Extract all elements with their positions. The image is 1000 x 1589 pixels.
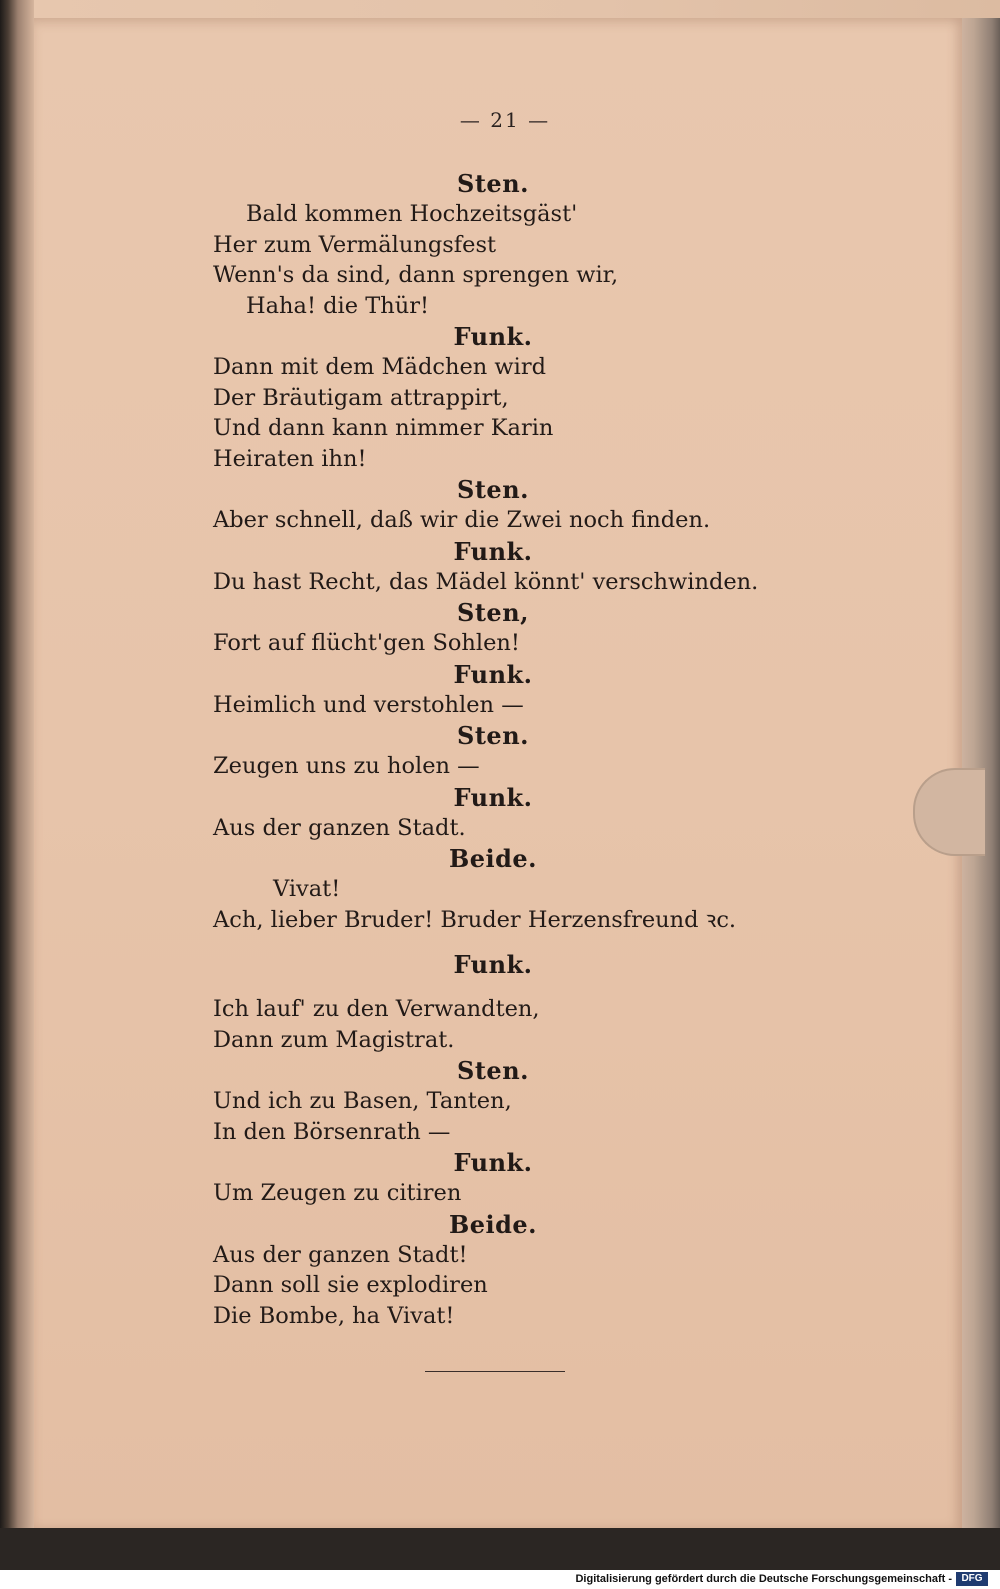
- end-rule: [425, 1371, 565, 1372]
- verse-line: Dann soll sie explodiren: [213, 1272, 488, 1298]
- speaker-name: Funk.: [453, 536, 533, 566]
- verse-line: Fort auf flücht'gen Sohlen!: [213, 630, 520, 656]
- dfg-logo: DFG: [956, 1572, 988, 1586]
- verse-line: In den Börsenrath —: [213, 1118, 451, 1145]
- verse-line: Heimlich und verstohlen —: [213, 691, 524, 718]
- footer-credit: Digitalisierung gefördert durch die Deutsche Forschungsgemeinschaft -: [575, 1573, 952, 1585]
- verse-line: Zeugen uns zu holen —: [213, 753, 480, 779]
- verse-line: Dann zum Magistrat.: [213, 1026, 455, 1053]
- verse-line: Die Bombe, ha Vivat!: [213, 1302, 455, 1329]
- verse-line: Um Zeugen zu citiren: [213, 1180, 462, 1206]
- book-spine: [0, 0, 34, 1589]
- speaker-name: Sten.: [457, 1056, 529, 1085]
- speaker-name: Sten,: [457, 598, 529, 627]
- verse-text: [213, 168, 773, 1331]
- verse-line: Du hast Recht, das Mädel könnt' verschwinden.: [213, 568, 759, 595]
- verse-line: Ach, lieber Bruder! Bruder Herzensfreund ꝛc.: [213, 906, 737, 933]
- verse-line: Haha! die Thür!: [246, 292, 429, 319]
- verse-line: Aus der ganzen Stadt.: [213, 814, 466, 841]
- page-number: — 21 —: [459, 108, 551, 132]
- verse-line: Aber schnell, daß wir die Zwei noch finden.: [213, 507, 711, 533]
- speaker-name: Sten.: [457, 721, 529, 750]
- stanza-gap: [213, 935, 773, 949]
- speaker-name: Funk.: [453, 659, 533, 689]
- verse-line: Und ich zu Basen, Tanten,: [213, 1088, 512, 1114]
- verse-line: Der Bräutigam attrappirt,: [213, 384, 509, 411]
- verse-line: Dann mit dem Mädchen wird: [213, 354, 547, 380]
- stanza-gap: [213, 980, 773, 994]
- verse-line: Vivat!: [273, 876, 341, 902]
- verse-line: Aus der ganzen Stadt!: [213, 1241, 468, 1268]
- speaker-name: Beide.: [448, 844, 538, 873]
- verse-line: Ich lauf' zu den Verwandten,: [213, 996, 540, 1022]
- verse-line: Bald kommen Hochzeitsgäst': [246, 201, 578, 227]
- verse-line: Heiraten ihn!: [213, 445, 367, 472]
- verse-line: Her zum Vermälungsfest: [213, 231, 497, 258]
- speaker-name: Funk.: [453, 322, 533, 351]
- speaker-name: Funk.: [453, 782, 533, 812]
- speaker-name: Beide.: [448, 1209, 538, 1239]
- speaker-name: Funk.: [453, 1148, 533, 1177]
- verse-line: Wenn's da sind, dann sprengen wir,: [213, 262, 619, 288]
- speaker-name: Sten.: [457, 169, 529, 198]
- speaker-name: Funk.: [453, 950, 533, 979]
- speaker-name: Sten.: [457, 475, 529, 504]
- verse-line: Und dann kann nimmer Karin: [213, 415, 554, 441]
- scanner-tab: [913, 768, 985, 856]
